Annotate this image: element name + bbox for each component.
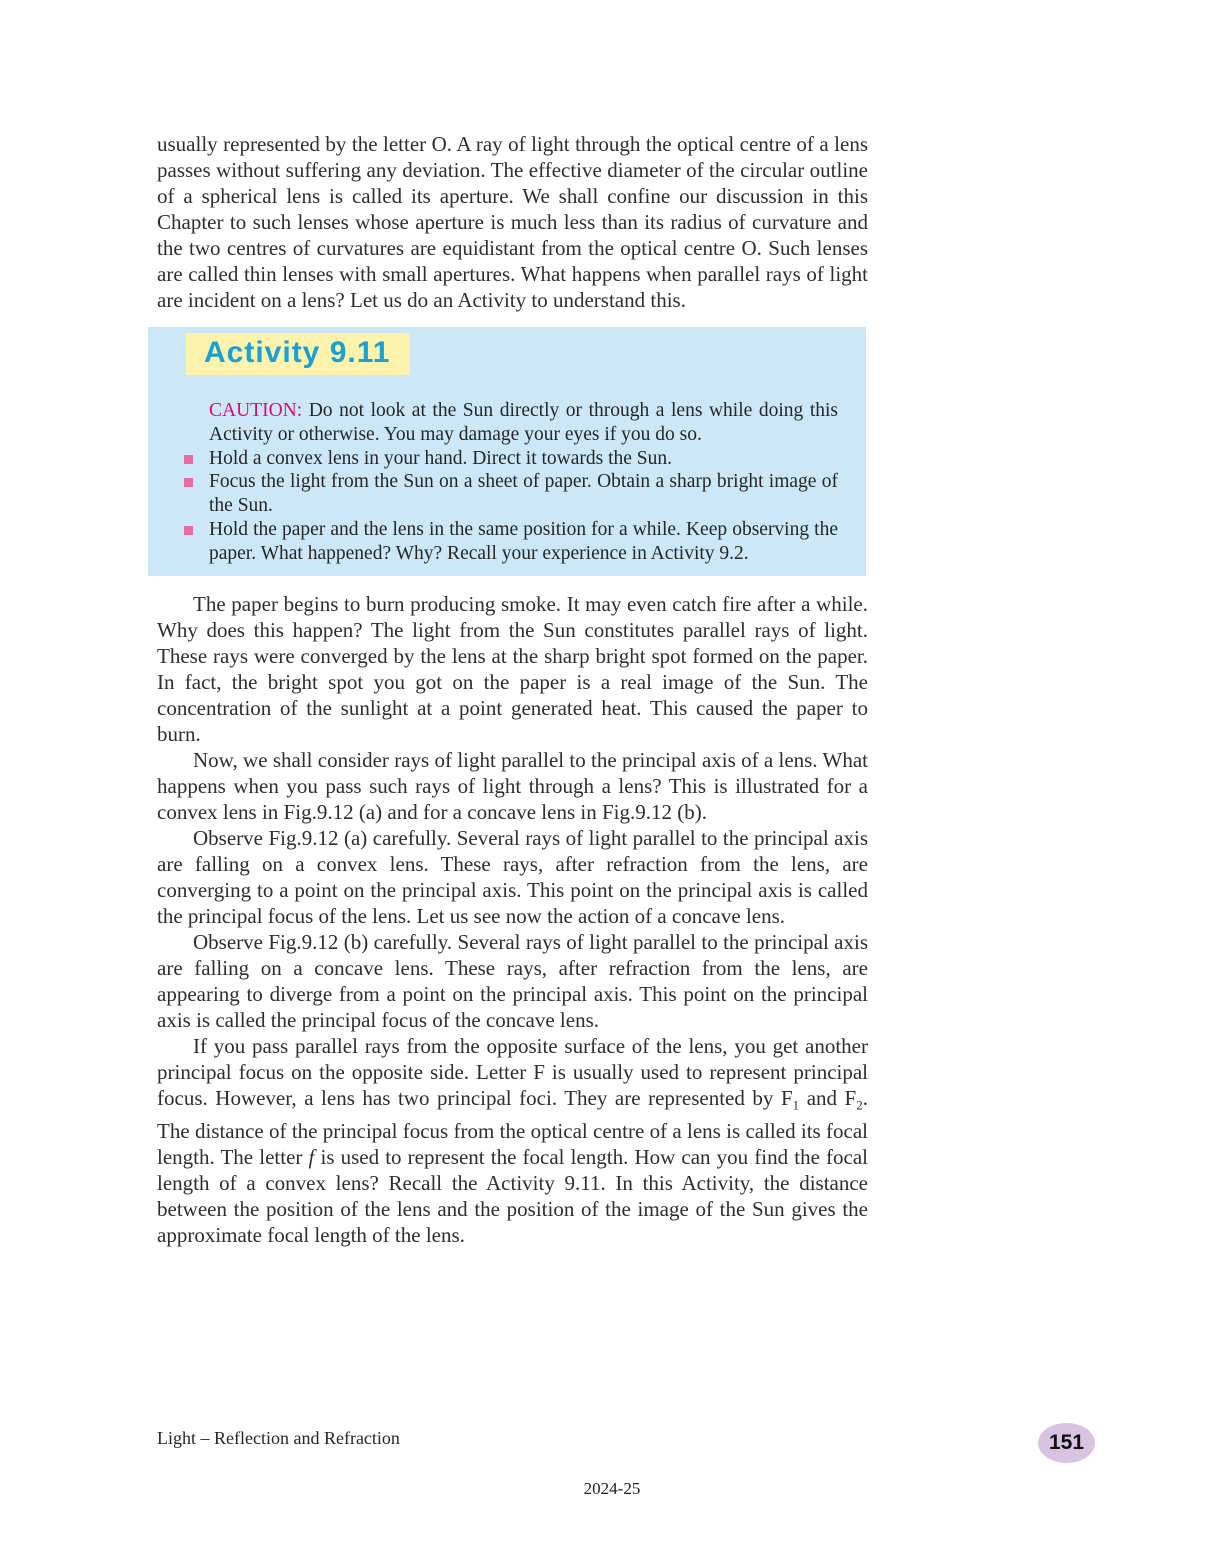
subscript-2: 2	[856, 1097, 863, 1113]
paragraph-fig-a: Observe Fig.9.12 (a) carefully. Several rays of light parallel to the principal axis are falling on a convex lens. These rays, after refraction from the lens, are converging to a point on the principal axis. This point on the principal axis is called the principal focus of the lens. Let us see now the action of a concave lens.	[157, 825, 868, 928]
list-item	[209, 447, 838, 471]
segment-text: and F	[799, 1085, 857, 1110]
list-item	[209, 518, 838, 566]
text-column	[157, 131, 868, 1248]
caution-label: CAUTION:	[209, 400, 303, 421]
intro-paragraph: usually represented by the letter O. A ray of light through the optical centre of a lens passes without suffering any deviation. The effective diameter of the circular outline of a spherical lens is called its aperture. We shall confine our discussion in this Chapter to such lenses whose aperture is much less than its radius of curvature and the two centres of curvatures are equidistant from the optical centre O. Such lenses are called thin lenses with small apertures. What happens when parallel rays of light are incident on a lens? Let us do an Activity to understand this.	[157, 132, 868, 312]
bullet-square-icon	[184, 526, 193, 535]
activity-title: Activity 9.11	[186, 333, 410, 375]
step-text: Focus the light from the Sun on a sheet of paper. Obtain a sharp bright image of the Sun.	[209, 471, 838, 517]
italic-f: f	[308, 1145, 315, 1170]
caution-paragraph	[209, 399, 838, 447]
paragraph-focal-length	[157, 1033, 868, 1249]
subscript-1: 1	[792, 1097, 800, 1113]
segment-text: is used to represent the focal length. How can you find the focal length of a convex lens? Recall the Activity 9.11. In this Activity, the distance between the position of the lens and the position of the image of the Sun gives the approximate focal length of the lens.	[157, 1145, 868, 1248]
bullet-square-icon	[184, 455, 193, 464]
chapter-footer-title: Light – Reflection and Refraction	[157, 1428, 400, 1448]
segment-text: If you pass parallel rays from the opposite surface of the lens, you get another principal focus on the opposite side. Letter F is usually used to represent principal focus. However, a lens has two principal foci. They are represented by F	[157, 1033, 868, 1110]
paragraph-fig-b: Observe Fig.9.12 (b) carefully. Several rays of light parallel to the principal axis are falling on a concave lens. These rays, after refraction from the lens, are appearing to diverge from a point on the principal axis. This point on the principal axis is called the principal focus of the concave lens.	[157, 929, 868, 1032]
edition-year: 2024-25	[583, 1479, 641, 1498]
activity-box	[148, 327, 866, 576]
page-number-badge: 151	[1038, 1423, 1095, 1463]
list-item	[209, 470, 838, 518]
step-text: Hold the paper and the lens in the same position for a while. Keep observing the paper. What happened? Why? Recall your experience in Activity 9.2.	[209, 518, 838, 564]
caution-text: Do not look at the Sun directly or through a lens while doing this Activity or otherwise. You may damage your eyes if you do so.	[209, 400, 838, 445]
activity-steps-list	[209, 447, 838, 566]
paragraph-parallel-rays: Now, we shall consider rays of light parallel to the principal axis of a lens. What happens when you pass such rays of light through a lens? This is illustrated for a convex lens in Fig.9.12 (a) and for a concave lens in Fig.9.12 (b).	[157, 747, 868, 824]
segment-text: . The distance of the principal focus from the optical centre of a lens is called its focal length. The letter	[157, 1085, 869, 1170]
paragraph-paper-burns: The paper begins to burn producing smoke. It may even catch fire after a while. Why does this happen? The light from the Sun constitutes parallel rays of light. These rays were converged by the lens at the sharp bright spot formed on the paper. In fact, the bright spot you got on the paper is a real image of the Sun. The concentration of the sunlight at a point generated heat. This caused the paper to burn.	[157, 591, 868, 746]
bullet-square-icon	[184, 478, 193, 487]
step-text: Hold a convex lens in your hand. Direct it towards the Sun.	[209, 447, 673, 469]
activity-body	[209, 399, 838, 566]
